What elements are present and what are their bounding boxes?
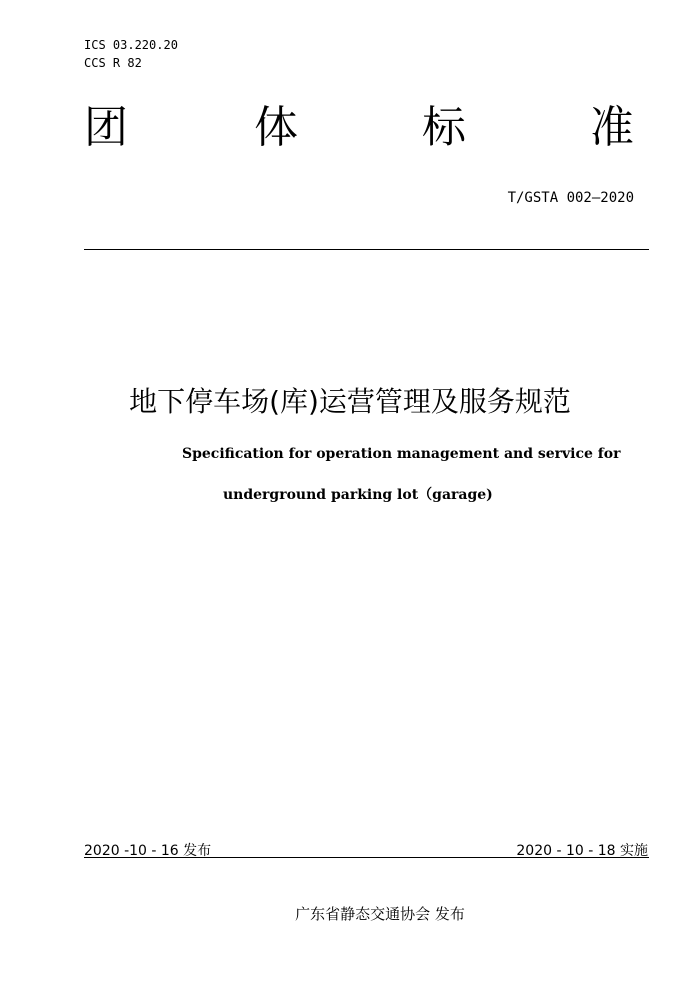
bottom-divider [84,857,649,858]
document-title-en-line1: Specification for operation management and service for [182,446,621,462]
ics-code: ICS 03.220.20 [84,38,178,52]
category-char-4: 准 [590,102,634,153]
document-title-en-line2: underground parking lot（garage) [223,487,493,503]
category-char-2: 体 [254,102,298,153]
implementation-date: 2020 - 10 - 18 实施 [516,843,648,859]
top-divider [84,249,649,250]
publisher: 广东省静态交通协会 发布 [295,905,465,923]
category-char-1: 团 [84,102,128,153]
category-char-3: 标 [422,102,466,153]
ccs-code: CCS R 82 [84,56,142,70]
document-title-zh: 地下停车场(库)运营管理及服务规范 [129,385,571,418]
standard-number: T/GSTA 002—2020 [507,190,634,206]
issue-date: 2020 -10 - 16 发布 [84,843,212,859]
